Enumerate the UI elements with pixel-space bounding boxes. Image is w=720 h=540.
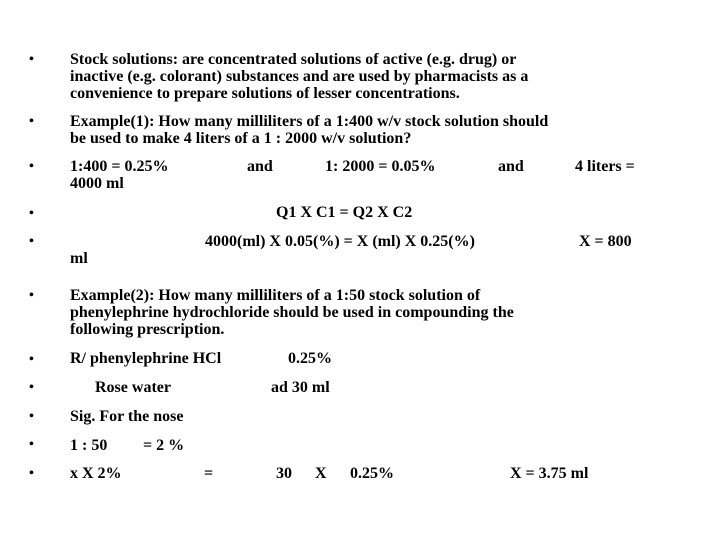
bullet: • [29, 466, 34, 481]
rx-ingredient-value: 0.25% [288, 350, 332, 367]
bullet: • [29, 159, 34, 174]
text-line: be used to make 4 liters of a 1 : 2000 w/v solution? [70, 129, 412, 147]
example-1-text [70, 114, 690, 148]
bullet: • [29, 352, 34, 367]
and-label: and [247, 158, 273, 175]
text-line: phenylephrine hydrochloride should be used in compounding the [70, 303, 514, 321]
text-line: Example(2): How many milliliters of a 1:50 stock solution of [70, 287, 481, 304]
bullet: • [29, 288, 34, 303]
and-label: and [498, 158, 524, 175]
result-2: X = 3.75 ml [510, 465, 589, 482]
calculation-1: 4000(ml) X 0.05(%) = X (ml) X 0.25(%) [205, 233, 475, 250]
dilution-formula: Q1 X C1 = Q2 X C2 [276, 204, 413, 221]
ratio-1-50: 1 : 50 [70, 437, 108, 454]
example-2-text [70, 288, 690, 338]
text-line: Example(1): How many milliliters of a 1:400 w/v stock solution should [70, 113, 549, 130]
percent-equivalent: = 2 % [143, 437, 185, 454]
text-line: inactive (e.g. colorant) substances and are used by pharmacists as a [70, 67, 529, 85]
bullet: • [29, 409, 34, 424]
bullet: • [29, 206, 34, 221]
rx-vehicle-name: Rose water [95, 379, 171, 396]
text-line: following prescription. [70, 320, 225, 338]
ratio-1-2000: 1: 2000 = 0.05% [325, 158, 436, 175]
bullet: • [29, 437, 34, 452]
liters-label: 4 liters = [575, 158, 635, 175]
bullet: • [29, 52, 34, 67]
calc-2-volume: 30 [276, 465, 292, 482]
stock-solutions-text [70, 52, 690, 102]
ratio-1-400: 1:400 = 0.25% [70, 158, 169, 175]
bullet: • [29, 234, 34, 249]
rx-ingredient-name: R/ phenylephrine HCl [70, 350, 222, 367]
calc-2-lhs: x X 2% [70, 465, 122, 482]
bullet: • [29, 114, 34, 129]
rx-vehicle-value: ad 30 ml [271, 379, 330, 396]
unit-ml: ml [70, 250, 88, 267]
bullet: • [29, 380, 34, 395]
calc-2-times: X [315, 465, 327, 482]
result-1: X = 800 [579, 233, 632, 250]
text-line: Stock solutions: are concentrated solutions of active (e.g. drug) or [70, 51, 517, 68]
calc-2-percent: 0.25% [350, 465, 394, 482]
sig-text: Sig. For the nose [70, 408, 184, 425]
text-line: convenience to prepare solutions of lesser concentrations. [70, 84, 460, 102]
calc-2-equals: = [204, 465, 214, 482]
ml-continuation: 4000 ml [70, 175, 124, 192]
